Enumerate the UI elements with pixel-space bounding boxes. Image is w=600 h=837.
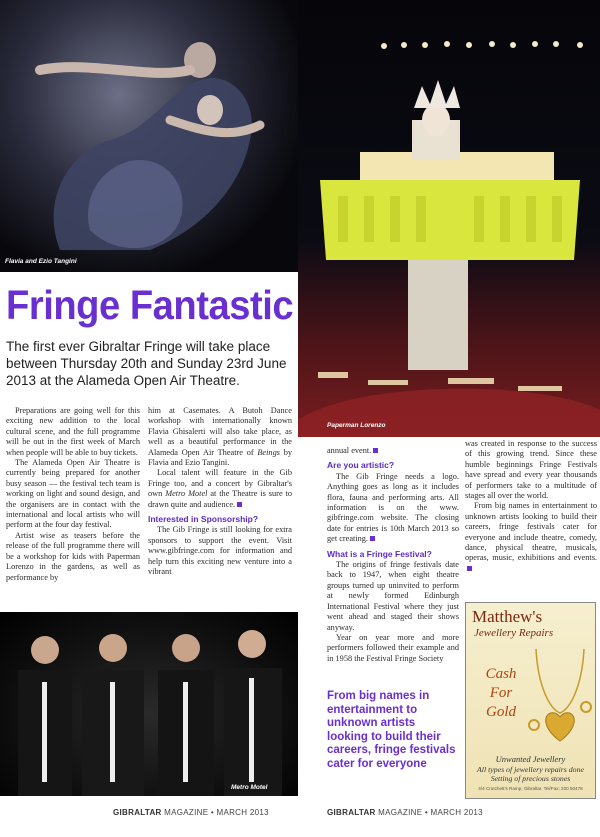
jewellery-advert[interactable]: [465, 602, 596, 799]
paragraph: Preparations are going well for this exciting new addition to the local cultural scene, and the full programme will be out in the first week of March when people will be able to buy tickets.: [6, 406, 140, 457]
paragraph: The Alameda Open Air Theatre is currently being prepared for another busy season — the festival tech team is working on light and sound design, and the organisers are in contact with the international and local artists who will perform at the four day festival.: [6, 458, 140, 530]
paragraph: [327, 446, 459, 456]
page-footer-right: [327, 808, 483, 817]
text-run: The Gib Fringe needs a logo. Anything goes as long as it includes flora, fauna and performing arts. All information is on the www. gibfringe.com website. The closing date for entries is 10th March 2013 so get creating.: [327, 471, 459, 544]
paragraph: The Gib Fringe is still looking for extra sponsors to support the event. Visit www.gibfringe.com for information and help turn this exciting new venture into a vibrant: [148, 525, 292, 577]
paragraph: [465, 501, 597, 574]
end-mark-icon: [237, 502, 242, 507]
italic-title: Beings: [257, 447, 280, 457]
article-column-4: [465, 439, 597, 574]
italic-title: Metro Motel: [165, 489, 208, 499]
paragraph: [148, 406, 292, 468]
ad-unwanted-jewellery: Unwanted Jewellery: [495, 754, 566, 764]
photo-flavia-ezio-tangini: [0, 0, 298, 272]
ad-repairs-text: All types of jewellery repairs done Setting of precious stones: [477, 765, 584, 783]
photo-metro-motel: [0, 612, 298, 796]
paragraph: Year on year more and more performers followed their example and in 1958 the Festival Fringe Society: [327, 632, 459, 663]
pull-quote: From big names in entertainment to unknown artists looking to build their careers, fringe festivals cater for everyone: [327, 690, 456, 770]
paragraph: [327, 472, 459, 545]
article-column-2: [148, 406, 292, 578]
ad-title: Matthew's: [472, 607, 543, 626]
photo-paperman-lorenzo: [298, 0, 600, 437]
text-run: at the Theatre is sure to drawn quite and audience.: [148, 489, 292, 509]
article-title: Fringe Fantastic: [6, 282, 294, 328]
end-mark-icon: [373, 448, 378, 453]
text-run: him at Casemates. A Butoh Dance workshop with internationally known Flavia Ghisalerti will also take place, as well as a beautiful performance in the Alameda Open Air Theatre of: [148, 406, 292, 457]
photo-caption: Paperman Lorenzo: [327, 422, 386, 429]
ad-address: 4/4 Crutchett's Ramp, Gibraltar. Tel/Fax: 200 50478: [478, 786, 583, 791]
text-run: by Flavia and Ezio Tangini.: [148, 447, 292, 468]
page-footer-left: [113, 808, 269, 817]
footer-brand: GIBRALTAR: [327, 808, 376, 817]
paragraph: [148, 468, 292, 510]
dancers-illustration: [0, 0, 298, 272]
section-heading: What is a Fringe Festival?: [327, 548, 432, 559]
ad-subtitle: Jewellery Repairs: [474, 627, 554, 639]
gold-necklace-icon: [528, 647, 592, 751]
text-run: Local talent will feature in the Gib Fringe too, and a concert by Gibraltar's own: [148, 468, 292, 499]
section-heading: Are you artistic?: [327, 460, 395, 471]
footer-brand: GIBRALTAR: [113, 808, 162, 817]
photo-caption: Metro Motel: [231, 784, 268, 791]
photo-caption: Flavia and Ezio Tangini: [5, 258, 77, 265]
footer-issue: MAGAZINE • MARCH 2013: [161, 808, 269, 817]
article-standfirst: The first ever Gibraltar Fringe will take place between Thursday 20th and Sunday 23rd June 2013 at the Alameda Open Air Theatre.: [6, 339, 287, 388]
section-heading: Interested in Sponsorship?: [148, 514, 259, 525]
paragraph: The origins of fringe festivals date back to 1947, when eight theatre groups turned up uninvited to perform at newly formed Edinburgh International Festival where they just went ahead and staged their shows anyway.: [327, 560, 459, 632]
end-mark-icon: [467, 566, 472, 571]
paragraph: Artist wise as teasers before the release of the full programme there will be a workshop for kids with Paperman Lorenzo in the gardens, as well as performance by: [6, 530, 140, 582]
paragraph: was created in response to the success of this growing trend. Since these humble beginnings Fringe Festivals have spread and every year thousands of performers take to a multitude of stages all over the world.: [465, 439, 597, 501]
band-illustration: [0, 612, 298, 796]
article-column-3: [327, 446, 459, 664]
end-mark-icon: [370, 536, 375, 541]
ad-cash-for-gold: Cash For Gold: [485, 666, 517, 720]
footer-issue: MAGAZINE • MARCH 2013: [375, 808, 483, 817]
text-run: From big names in entertainment to unknown artists looking to build their careers, fringe festivals cater for everyone and include theatre, comedy, dance, physical theatre, musicals, operas, music, exhibitions and events.: [465, 501, 597, 563]
article-column-1: [6, 406, 140, 583]
paperman-illustration: [298, 0, 600, 437]
text-run: annual event.: [327, 446, 372, 455]
